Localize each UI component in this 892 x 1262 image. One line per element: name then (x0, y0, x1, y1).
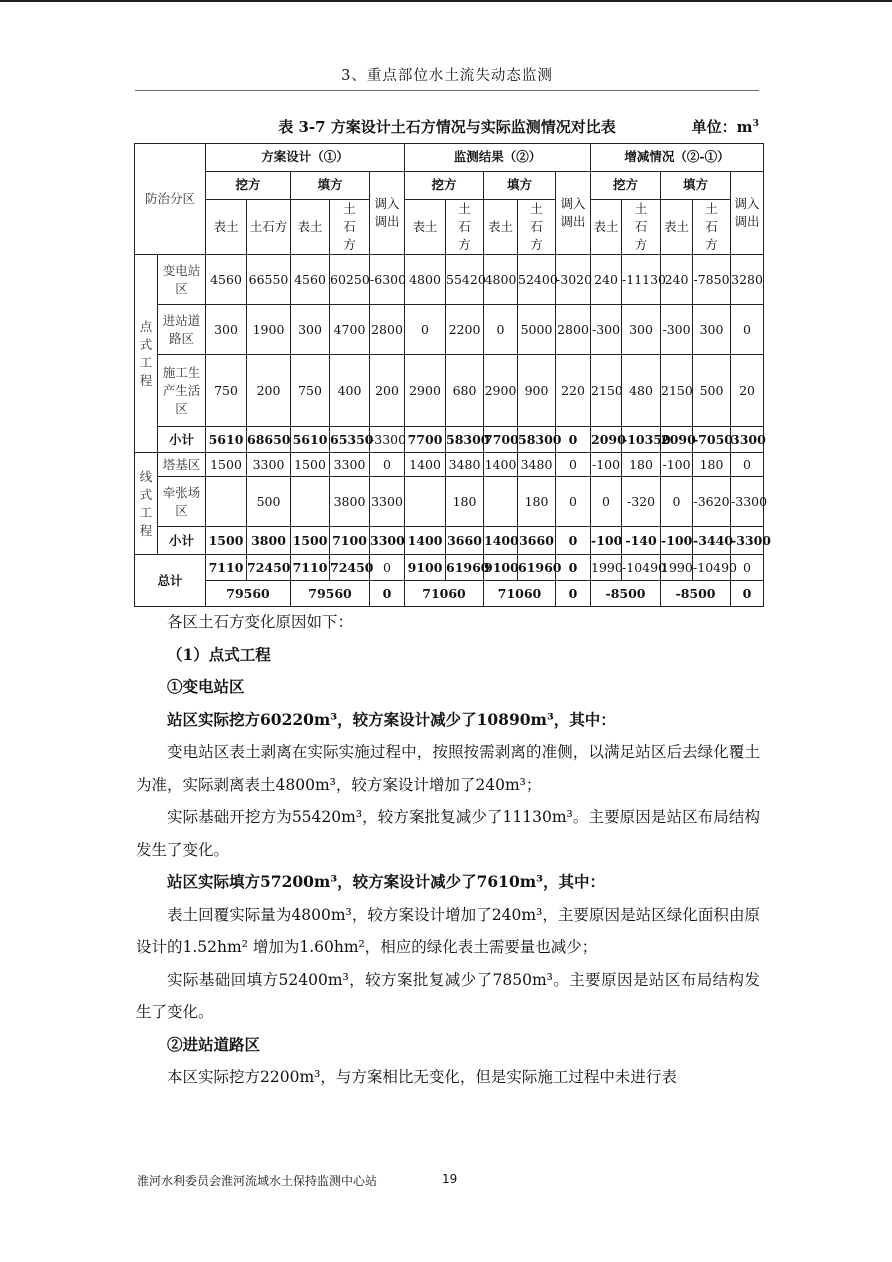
paragraph: ②进站道路区 (167, 1034, 261, 1054)
subtotal-cell: 0 (556, 527, 591, 555)
subtotal-cell: -3440 (693, 527, 731, 555)
table-cell: -3020 (556, 255, 591, 305)
subtotal-cell: 7700 (405, 427, 446, 453)
table-cell: 0 (556, 453, 591, 477)
total-sum-cell: 79560 (206, 581, 291, 607)
table-cell: 3480 (446, 453, 484, 477)
earthrock-header: 土石方 (446, 200, 484, 255)
table-cell: 55420 (446, 255, 484, 305)
table-cell: 3800 (330, 477, 370, 527)
transfer-header: 调入调出 (370, 172, 405, 255)
table-cell: 200 (370, 355, 405, 427)
paragraph: 站区实际填方57200m³，较方案设计减少了7610m³，其中： (167, 872, 605, 891)
table-cell: 2200 (446, 305, 484, 355)
table-cell: -7850 (693, 255, 731, 305)
page-header: 3、重点部位水土流失动态监测 (341, 68, 553, 84)
table-cell: -300 (661, 305, 693, 355)
table-unit: 单位：$m^3$ (691, 118, 759, 136)
subtotal-label: 小计 (158, 427, 206, 453)
table-cell: 0 (731, 453, 764, 477)
total-cell: -10490 (693, 555, 731, 581)
subtotal-cell: -3300 (370, 427, 405, 453)
subtotal-cell: -10350 (622, 427, 661, 453)
table-cell: 680 (446, 355, 484, 427)
subtotal-cell: 2090 (591, 427, 622, 453)
total-cell: 9100 (484, 555, 518, 581)
total-sum-cell: -8500 (591, 581, 661, 607)
total-cell: -10490 (622, 555, 661, 581)
table-cell: 180 (518, 477, 556, 527)
earthrock-header: 土石方 (330, 200, 370, 255)
table-cell (291, 477, 330, 527)
table-cell: 200 (247, 355, 291, 427)
table-cell: 0 (661, 477, 693, 527)
table-cell: 900 (518, 355, 556, 427)
subtotal-cell: -7050 (693, 427, 731, 453)
table-cell: 52400 (518, 255, 556, 305)
fill-header: 填方 (291, 172, 370, 200)
table-cell: 180 (693, 453, 731, 477)
subtotal-cell: 5610 (206, 427, 247, 453)
table-cell: -6300 (370, 255, 405, 305)
subtotal-cell: -3300 (731, 527, 764, 555)
total-cell: 61960 (446, 555, 484, 581)
subtotal-cell: 7100 (330, 527, 370, 555)
subtotal-cell: 7700 (484, 427, 518, 453)
table-cell: 180 (622, 453, 661, 477)
top-border-line (0, 0, 892, 2)
table-cell: 0 (731, 305, 764, 355)
total-sum-cell: 71060 (484, 581, 556, 607)
topsoil-header: 表土 (661, 200, 693, 255)
dig-header: 挖方 (206, 172, 291, 200)
earthrock-header: 土石方 (622, 200, 661, 255)
zone-label: 进站道路区 (158, 305, 206, 355)
table-cell (484, 477, 518, 527)
table-cell: -320 (622, 477, 661, 527)
table-cell: 2900 (484, 355, 518, 427)
table-cell: 0 (484, 305, 518, 355)
group-header-design: 方案设计（①） (206, 144, 405, 172)
subtotal-cell: 3300 (731, 427, 764, 453)
paragraph: 实际基础回填方52400m³，较方案批复减少了7850m³。主要原因是站区布局结构发生了变化。 (136, 970, 760, 1021)
table-cell: 2900 (405, 355, 446, 427)
fill-header: 填方 (661, 172, 731, 200)
table-cell: 400 (330, 355, 370, 427)
subtotal-cell: 65350 (330, 427, 370, 453)
group-header-diff: 增减情况（②-①） (591, 144, 764, 172)
total-cell: 0 (731, 555, 764, 581)
earthwork-comparison-table (134, 143, 771, 607)
topsoil-header: 表土 (291, 200, 330, 255)
section-label: 线 式 工 程 (135, 453, 158, 555)
subtotal-cell: 2090 (661, 427, 693, 453)
table-cell: 500 (247, 477, 291, 527)
subtotal-cell: 5610 (291, 427, 330, 453)
table-cell: -3300 (731, 477, 764, 527)
table-cell: 240 (591, 255, 622, 305)
table-cell: 20 (731, 355, 764, 427)
table-cell: -11130 (622, 255, 661, 305)
dig-header: 挖方 (591, 172, 661, 200)
table-cell: 2150 (591, 355, 622, 427)
topsoil-header: 表土 (206, 200, 247, 255)
table-cell: -100 (591, 453, 622, 477)
total-cell: 7110 (206, 555, 247, 581)
subtotal-label: 小计 (158, 527, 206, 555)
subtotal-cell: -100 (591, 527, 622, 555)
body-text (136, 606, 760, 1094)
paragraph: 本区实际挖方2200m³，与方案相比无变化，但是实际施工过程中未进行表 (167, 1068, 677, 1086)
subtotal-cell: 68650 (247, 427, 291, 453)
table-cell: -100 (661, 453, 693, 477)
subtotal-cell: -140 (622, 527, 661, 555)
paragraph: 实际基础开挖方为55420m³，较方案批复减少了11130m³。主要原因是站区布局结构发生了变化。 (136, 808, 760, 859)
subtotal-cell: 1500 (291, 527, 330, 555)
table-cell: 4800 (484, 255, 518, 305)
table-cell: 3480 (518, 453, 556, 477)
subtotal-cell: 1500 (206, 527, 247, 555)
subtotal-cell: 1400 (405, 527, 446, 555)
total-cell: 9100 (405, 555, 446, 581)
table-cell: 0 (405, 305, 446, 355)
page-footer (137, 1172, 458, 1189)
table-cell: -3620 (693, 477, 731, 527)
zone-header: 防治分区 (135, 144, 206, 255)
earthrock-header: 土石方 (693, 200, 731, 255)
total-sum-cell: 0 (731, 581, 764, 607)
total-label: 总计 (135, 555, 206, 607)
dig-header: 挖方 (405, 172, 484, 200)
page-number: 19 (442, 1172, 458, 1186)
zone-label: 变电站区 (158, 255, 206, 305)
transfer-header: 调入调出 (556, 172, 591, 255)
total-sum-cell: 0 (556, 581, 591, 607)
section-label: 点 式 工 程 (135, 255, 158, 453)
topsoil-header: 表土 (405, 200, 446, 255)
table-cell: 4800 (405, 255, 446, 305)
table-title: 表 3-7 方案设计土石方情况与实际监测情况对比表 (278, 118, 616, 136)
table-cell: 2800 (556, 305, 591, 355)
zone-label: 塔基区 (158, 453, 206, 477)
table-cell: 220 (556, 355, 591, 427)
table-cell: 750 (206, 355, 247, 427)
table-cell: 1400 (405, 453, 446, 477)
paragraph: ①变电站区 (167, 677, 245, 696)
topsoil-header: 表土 (591, 200, 622, 255)
table-cell: 240 (661, 255, 693, 305)
table-cell: 3300 (247, 453, 291, 477)
paragraph: 变电站区表土剥离在实际实施过程中，按照按需剥离的准侧，以满足站区后去绿化覆土为准，实际剥离表土4800m³，较方案设计增加了240m³； (136, 743, 760, 794)
footer-org: 淮河水利委员会淮河流域水土保持监测中心站 (137, 1174, 378, 1188)
table-cell: 1500 (206, 453, 247, 477)
total-sum-cell: -8500 (661, 581, 731, 607)
total-cell: 61960 (518, 555, 556, 581)
table-cell: 300 (622, 305, 661, 355)
table-cell: 3300 (370, 477, 405, 527)
paragraph: 站区实际挖方60220m³，较方案设计减少了10890m³，其中： (167, 709, 616, 729)
table-cell: 2150 (661, 355, 693, 427)
table-cell: 300 (693, 305, 731, 355)
subtotal-cell: 3660 (446, 527, 484, 555)
subtotal-cell: 58300 (518, 427, 556, 453)
table-cell: 0 (556, 477, 591, 527)
table-cell: 480 (622, 355, 661, 427)
total-cell: 1990 (591, 555, 622, 581)
total-sum-cell: 0 (370, 581, 405, 607)
total-cell: 1990 (661, 555, 693, 581)
table-cell: 1400 (484, 453, 518, 477)
table-cell: 4700 (330, 305, 370, 355)
subtotal-cell: 1400 (484, 527, 518, 555)
topsoil-header: 表土 (484, 200, 518, 255)
table-cell: 2800 (370, 305, 405, 355)
table-cell: 1500 (291, 453, 330, 477)
zone-label: 牵张场区 (158, 477, 206, 527)
table-cell: -300 (591, 305, 622, 355)
subtotal-cell: 3660 (518, 527, 556, 555)
fill-header: 填方 (484, 172, 556, 200)
subtotal-cell: 3300 (370, 527, 405, 555)
table-cell: 300 (206, 305, 247, 355)
table-cell: 750 (291, 355, 330, 427)
table-cell: 60250 (330, 255, 370, 305)
total-cell: 0 (370, 555, 405, 581)
table-cell (405, 477, 446, 527)
table-cell: 3300 (330, 453, 370, 477)
table-cell: 5000 (518, 305, 556, 355)
earthrock-header: 土石方 (247, 200, 291, 255)
table-cell: 66550 (247, 255, 291, 305)
table-cell: 500 (693, 355, 731, 427)
table-cell: 4560 (291, 255, 330, 305)
total-cell: 0 (556, 555, 591, 581)
table-cell: 300 (291, 305, 330, 355)
paragraph: 各区土石方变化原因如下： (167, 613, 354, 631)
table-cell: 3280 (731, 255, 764, 305)
total-sum-cell: 71060 (405, 581, 484, 607)
total-sum-cell: 79560 (291, 581, 370, 607)
earthrock-header: 土石方 (518, 200, 556, 255)
subtotal-cell: 58300 (446, 427, 484, 453)
table-cell: 0 (370, 453, 405, 477)
group-header-monitor: 监测结果（②） (405, 144, 591, 172)
table-cell (206, 477, 247, 527)
table-cell: 4560 (206, 255, 247, 305)
subtotal-cell: 3800 (247, 527, 291, 555)
subtotal-cell: 0 (556, 427, 591, 453)
paragraph: （1）点式工程 (167, 644, 271, 664)
zone-label: 施工生产生活区 (158, 355, 206, 427)
transfer-header: 调入调出 (731, 172, 764, 255)
paragraph: 表土回覆实际量为4800m³，较方案设计增加了240m³，主要原因是站区绿化面积由原设计的1.52hm² 增加为1.60hm²，相应的绿化表土需要量也减少； (136, 905, 760, 956)
total-cell: 7110 (291, 555, 330, 581)
table-cell: 0 (591, 477, 622, 527)
total-cell: 72450 (247, 555, 291, 581)
subtotal-cell: -100 (661, 527, 693, 555)
table-cell: 1900 (247, 305, 291, 355)
header-rule (135, 90, 759, 91)
table-cell: 180 (446, 477, 484, 527)
total-cell: 72450 (330, 555, 370, 581)
